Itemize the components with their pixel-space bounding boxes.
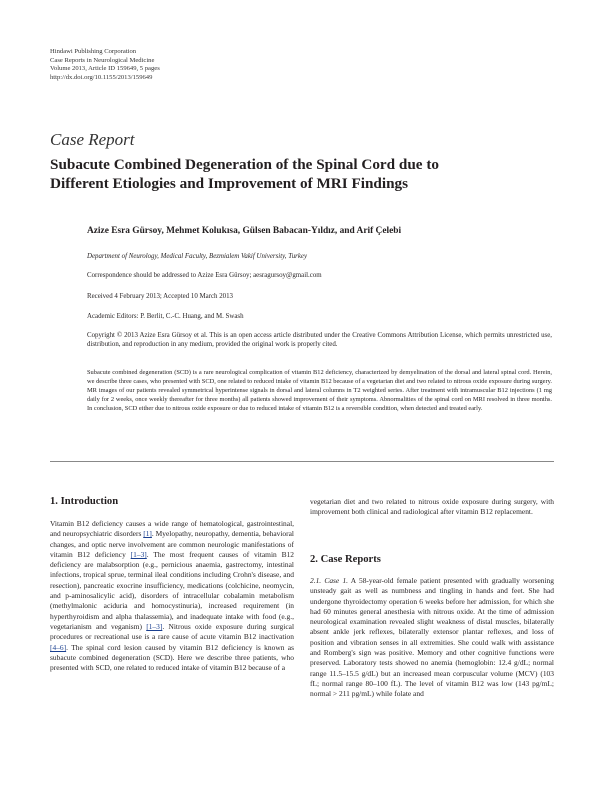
article-type: Case Report xyxy=(50,130,135,149)
intro-body xyxy=(50,519,294,673)
copyright-notice: Copyright © 2013 Azize Esra Gürsoy et al. This is an open access article distributed under the Creative Commons Attribution License, which permits unrestricted use, distribution, and reproduction in any medium, provided the original work is properly cited. xyxy=(87,332,552,348)
correspondence: Correspondence should be addressed to Azize Esra Gürsoy; aesragursoy@gmail.com xyxy=(87,272,322,279)
case-1-label: 2.1. Case 1. xyxy=(310,576,349,585)
citation-link[interactable]: [1–3] xyxy=(130,549,147,559)
intro-text-4: . Nitrous oxide exposure during surgical procedures or recreational use is a rare cause of acute vitamin B12 inactivation xyxy=(50,621,295,642)
intro-continuation xyxy=(310,497,554,518)
intro-cont-paragraph: vegetarian diet and two related to nitrous oxide exposure during surgery, with improvement both clinical and radiological after vitamin B12 replacement. xyxy=(310,497,554,517)
doi-link[interactable]: http://dx.doi.org/10.1155/2013/159649 xyxy=(50,73,153,81)
intro-text-1: Vitamin B12 deficiency causes a wide range of hematological, gastrointestinal, and neuropsychiatric disorders xyxy=(50,519,294,539)
section-divider xyxy=(50,461,554,462)
case-reports-heading: 2. Case Reports xyxy=(310,554,381,565)
intro-text-5: . The spinal cord lesion caused by vitamin B12 deficiency is known as subacute combined degeneration (SCD). Here we describe three patients, who presented with SCD, one related to reduced intake of vitamin B12 because of a xyxy=(50,642,294,673)
affiliation: Department of Neurology, Medical Faculty, Bezmialem Vakif University, Turkey xyxy=(87,253,308,260)
citation-link[interactable]: [1–3] xyxy=(146,621,163,631)
author-list: Azize Esra Gürsoy, Mehmet Kolukısa, Gülsen Babacan-Yıldız, and Arif Çelebi xyxy=(87,226,402,236)
publisher: Hindawi Publishing Corporation xyxy=(50,48,137,55)
intro-text-3: . The most frequent causes of vitamin B12 deficiency are malabsorption (e.g., pernicious anaemia, gastrectomy, intestinal infections, tropical sprue, terminal ileal conditions including Crohn's disease, and resection), pancreatic exocrine insufficiency, medications (colchicine, neomycin, and p-aminosalicylic acid), disorders of intracellular cobalamin metabolism (methylmalonic aciduria and homocystinuria), increased requirement (in hyperthyroidism and alpha thalassemia), and inadequate intake with food (e.g., vegetarianism and veganism) xyxy=(50,549,295,631)
title-line-1: Subacute Combined Degeneration of the Spinal Cord due to xyxy=(50,156,439,173)
received-dates: Received 4 February 2013; Accepted 10 March 2013 xyxy=(87,293,233,300)
citation-link[interactable]: [4–6] xyxy=(50,642,67,652)
intro-paragraph xyxy=(50,519,294,673)
journal-name: Case Reports in Neurological Medicine xyxy=(50,56,155,64)
abstract: Subacute combined degeneration (SCD) is a rare neurological complication of vitamin B12 deficiency, characterized by demyelination of the dorsal and lateral spinal cord. Herein, we describe three cases, who presented with SCD, one related to reduced intake of vitamin B12 because of a vegetarian diet and two related to nitrous oxide exposure during surgery. MR images of our patients revealed symmetrical hyperintense signals in dorsal and lateral columns in T2 weighted series. After treatment with intramuscular B12 injections (1 mg daily for 2 weeks, once weekly thereafter for three months) all patients showed improvement of their symptoms. Abnormalities of the spinal cord on MRI resolved in three months. In conclusion, SCD either due to nitrous oxide exposure or due to reduced intake of vitamin B12 is a reversible condition, when detected and treated early. xyxy=(87,369,552,412)
volume-info: Volume 2013, Article ID 159649, 5 pages xyxy=(50,65,160,73)
intro-text-2: . Myelopathy, neuropathy, dementia, behavioral changes, and optic nerve involvement are common neurologic manifestations of vitamin B12 deficiency xyxy=(50,529,294,559)
case-1-paragraph xyxy=(310,576,554,700)
journal-info xyxy=(50,48,160,82)
case-1-body xyxy=(310,576,554,700)
citation-link[interactable]: [1] xyxy=(143,529,152,539)
article-title xyxy=(50,155,570,193)
academic-editors: Academic Editors: P. Berlit, C.-C. Huang, and M. Swash xyxy=(87,313,244,320)
case-1-text: A 58-year-old female patient presented with gradually worsening unsteady gait as well as numbness and tingling in hands and feet. She had undergone thyroidectomy operation 6 weeks before her admission, for which she had 60 minutes general anesthesia with nitrous oxide. At the time of admission neurological examination revealed slight weakness of distal muscles, bilaterally absent ankle jerk reflexes, bilaterally extensor plantar reflexes, and loss of position and vibration senses in all extremities. She could walk with assistance and Romberg's sign was positive. Memory and other cognitive functions were preserved. Laboratory tests showed no anemia (hemoglobin: 12.4 g/dL; normal range 11.5–15.5 g/dL) but an increased mean corpuscular volume (MCV) (103 fL; normal range 80–100 fL). The level of vitamin B12 was low (143 pg/mL; normal > 211 pg/mL) while folate and xyxy=(310,576,554,699)
title-line-2: Different Etiologies and Improvement of MRI Findings xyxy=(50,175,409,192)
intro-heading: 1. Introduction xyxy=(50,496,119,507)
